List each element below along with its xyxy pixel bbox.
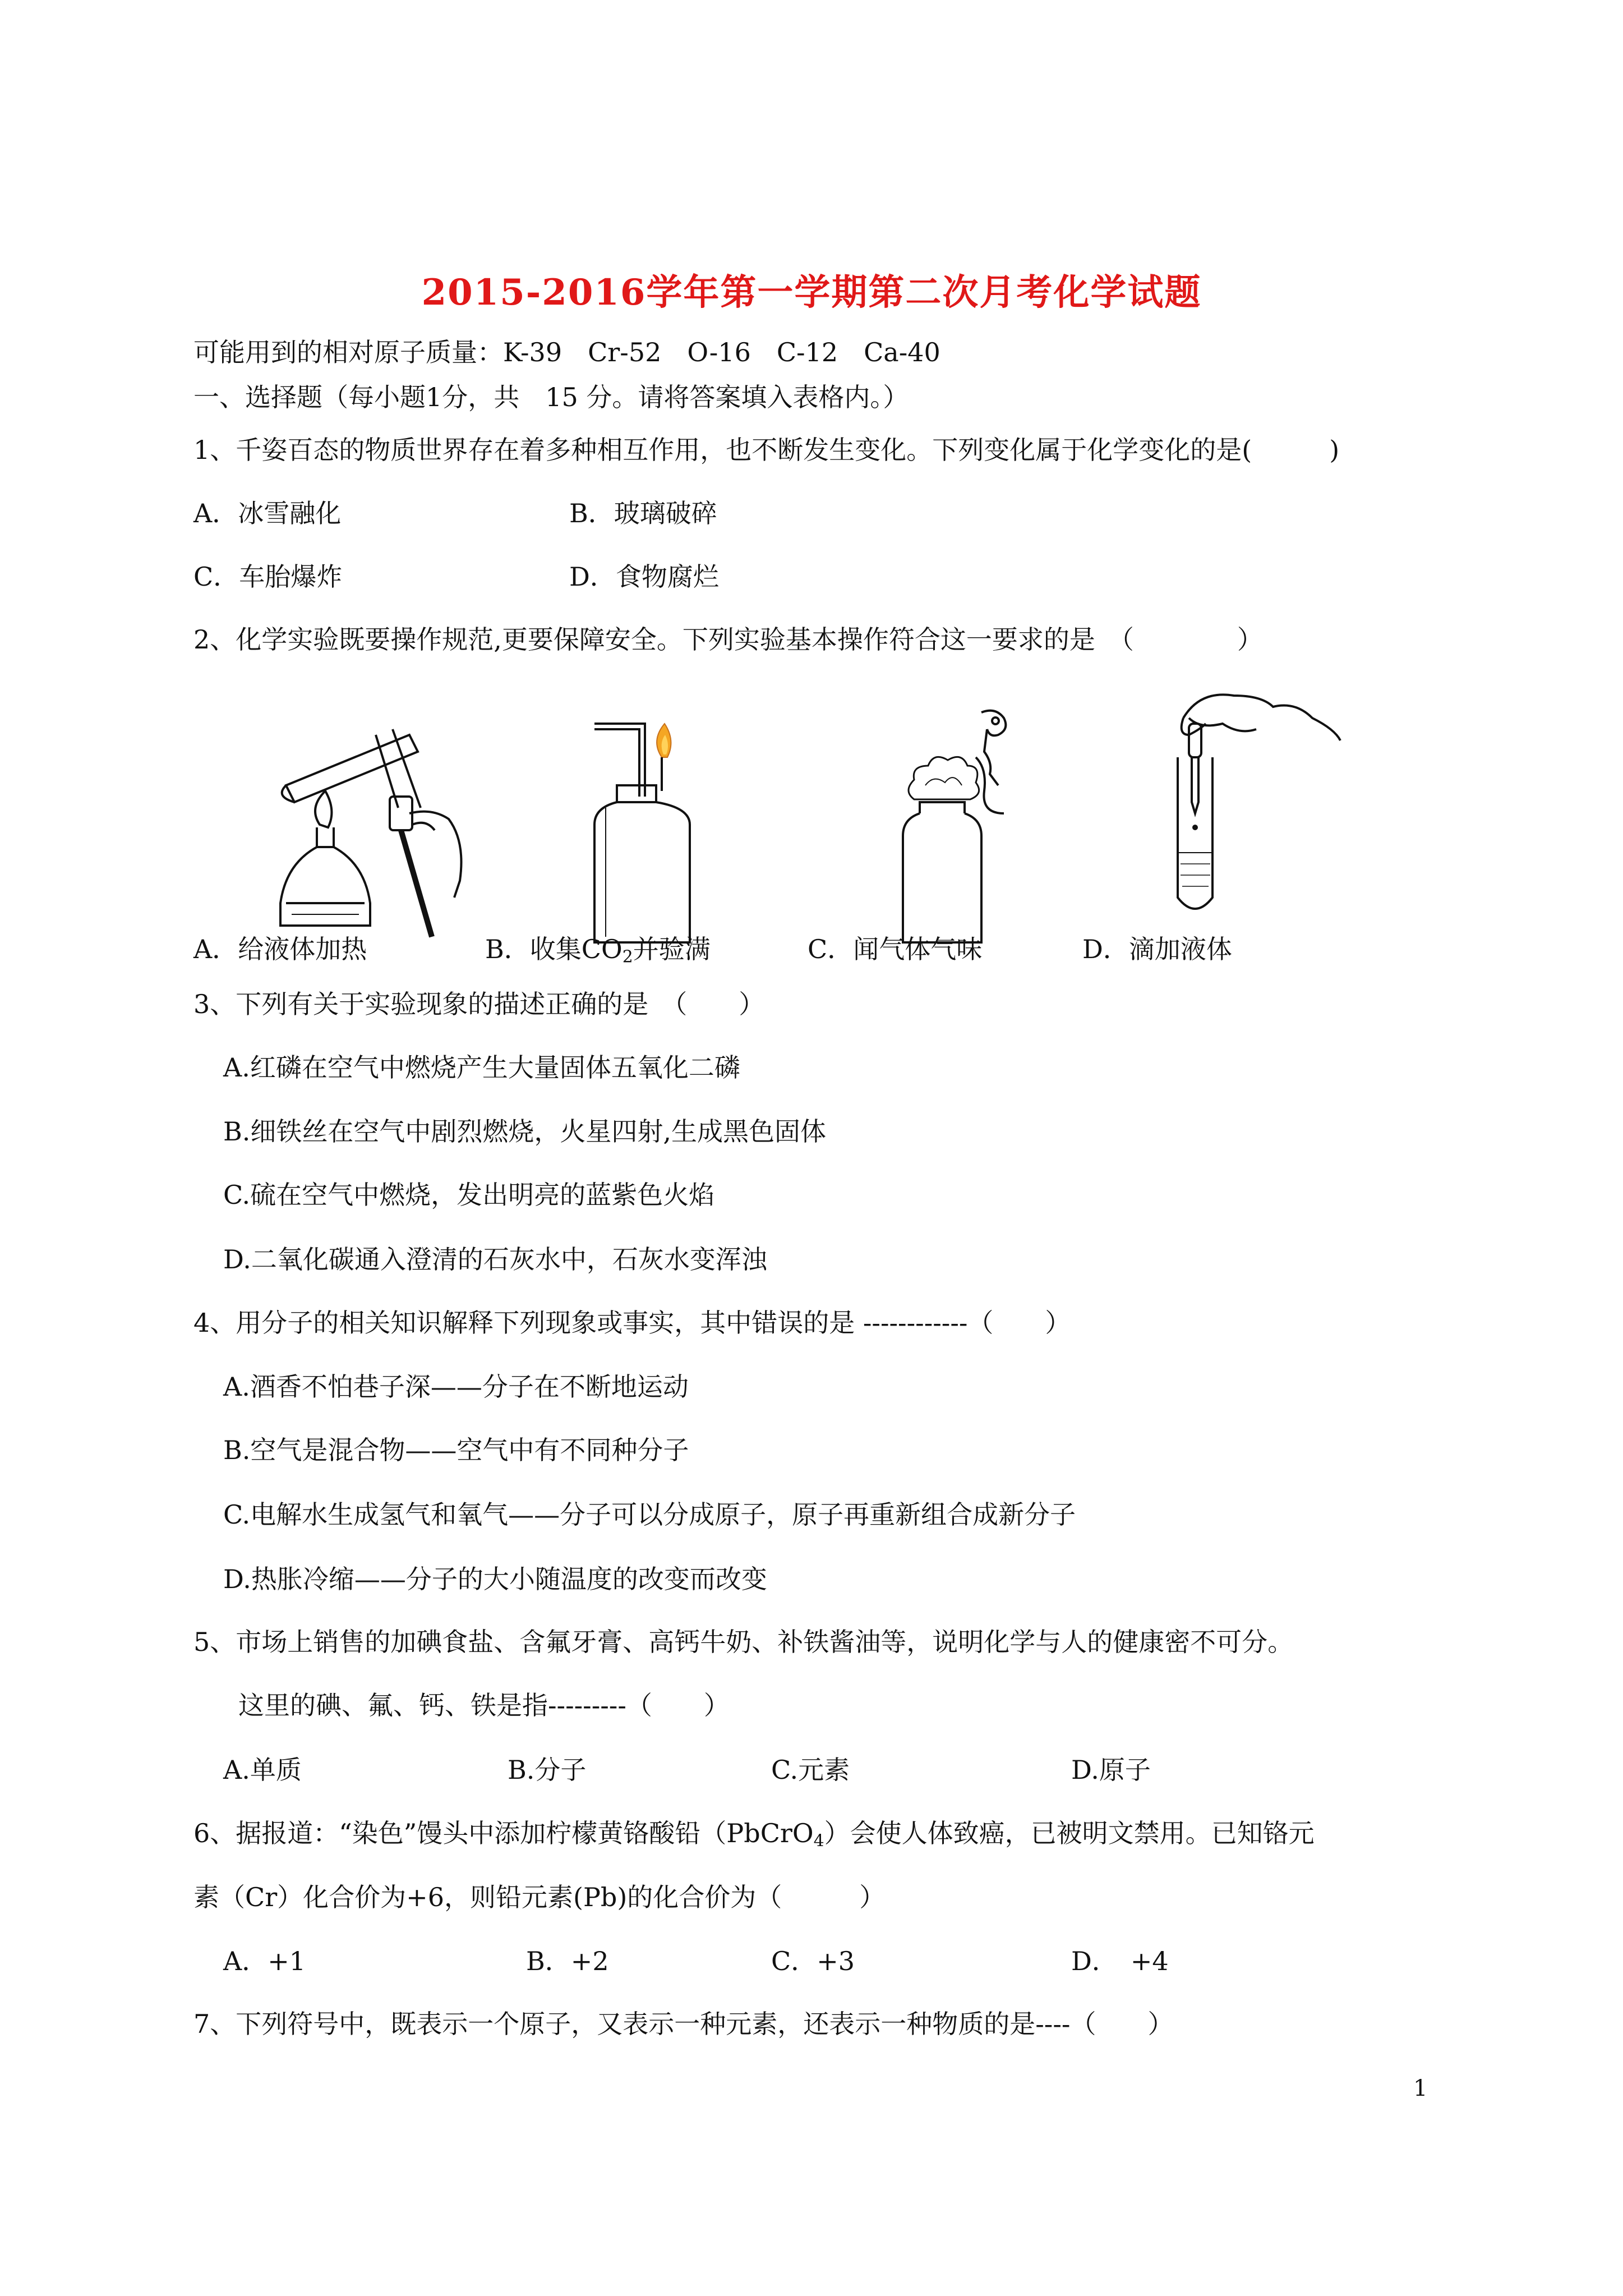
smelling-gas-figure (892, 701, 1038, 948)
q4-option-b: B.空气是混合物——空气中有不同种分子 (223, 1435, 689, 1465)
q2-option-b-text-end: 并验满 (633, 934, 711, 964)
question-7-stem: 7、下列符号中，既表示一个原子，又表示一种元素，还表示一种物质的是----（ ） (193, 2009, 1174, 2039)
question-6-stem-a: 6、据报道：“染色”馒头中添加柠檬黄铬酸铅（PbCrO (193, 1818, 814, 1848)
q6-option-b: B．+2 (526, 1946, 609, 1976)
q1-option-d: D．食物腐烂 (569, 562, 719, 592)
heating-liquid-figure (264, 712, 477, 948)
question-2-stem: 2、化学实验既要操作规范,更要保障安全。下列实验基本操作符合这一要求的是 （ ） (193, 624, 1263, 655)
q5-option-a: A.单质 (223, 1755, 302, 1785)
q1-option-c: C．车胎爆炸 (193, 562, 343, 592)
q4-option-a: A.酒香不怕巷子深——分子在不断地运动 (223, 1372, 689, 1402)
question-1-stem: 1、千姿百态的物质世界存在着多种相互作用，也不断发生变化。下列变化属于化学变化的是( ) (193, 435, 1340, 465)
q3-option-b: B.细铁丝在空气中剧烈燃烧，火星四射,生成黑色固体 (223, 1116, 827, 1147)
q5-option-c: C.元素 (771, 1755, 850, 1785)
question-6-stem-b: ）会使人体致癌，已被明文禁用。已知铬元 (824, 1818, 1315, 1848)
q6-option-a: A．+1 (223, 1946, 306, 1976)
q4-option-c: C.电解水生成氢气和氧气——分子可以分成原子，原子再重新组合成新分子 (223, 1499, 1076, 1530)
q2-option-b-text: B．收集CO (485, 934, 623, 964)
q2-option-c: C．闻气体气味 (808, 934, 983, 964)
co2-collection-figure (583, 712, 718, 948)
dropping-liquid-figure (1166, 673, 1346, 920)
atomic-masses-line: 可能用到的相对原子质量：K-39 Cr-52 O-16 C-12 Ca-40 (193, 337, 940, 367)
page-number: 1 (1413, 2076, 1428, 2101)
q4-option-d: D.热胀冷缩——分子的大小随温度的改变而改变 (223, 1564, 767, 1594)
question-5-stem-continued: 这里的碘、氟、钙、铁是指---------（ ） (238, 1690, 730, 1720)
question-6-subscript: 4 (813, 1831, 824, 1851)
q1-option-a: A．冰雪融化 (193, 498, 342, 528)
question-4-stem: 4、用分子的相关知识解释下列现象或事实，其中错误的是 ------------（ ） (193, 1308, 1071, 1338)
q2-option-b-subscript: 2 (622, 947, 633, 967)
q6-option-d: D． +4 (1071, 1946, 1169, 1976)
q5-option-d: D.原子 (1071, 1755, 1151, 1785)
q2-option-d: D．滴加液体 (1082, 934, 1232, 964)
q6-option-c: C．+3 (771, 1946, 855, 1976)
q1-option-b: B．玻璃破碎 (569, 498, 717, 528)
q2-option-b (485, 932, 711, 974)
q5-option-b: B.分子 (508, 1755, 587, 1785)
page-title: 2015-2016学年第一学期第二次月考化学试题 (421, 272, 1202, 314)
q3-option-c: C.硫在空气中燃烧，发出明亮的蓝紫色火焰 (223, 1180, 715, 1210)
question-5-stem: 5、市场上销售的加碘食盐、含氟牙膏、高钙牛奶、补铁酱油等，说明化学与人的健康密不可分。 (193, 1627, 1294, 1657)
question-6-stem-continued: 素（Cr）化合价为+6，则铅元素(Pb)的化合价为（ ） (193, 1882, 886, 1912)
question-3-stem: 3、下列有关于实验现象的描述正确的是 （ ） (193, 989, 765, 1019)
q3-option-d: D.二氧化碳通入澄清的石灰水中，石灰水变浑浊 (223, 1244, 767, 1274)
q2-option-a: A．给液体加热 (193, 934, 367, 964)
q3-option-a: A.红磷在空气中燃烧产生大量固体五氧化二磷 (223, 1052, 740, 1083)
question-6-stem (193, 1816, 1315, 1858)
section-header: 一、选择题（每小题1分，共 15 分。请将答案填入表格内。） (193, 382, 909, 412)
